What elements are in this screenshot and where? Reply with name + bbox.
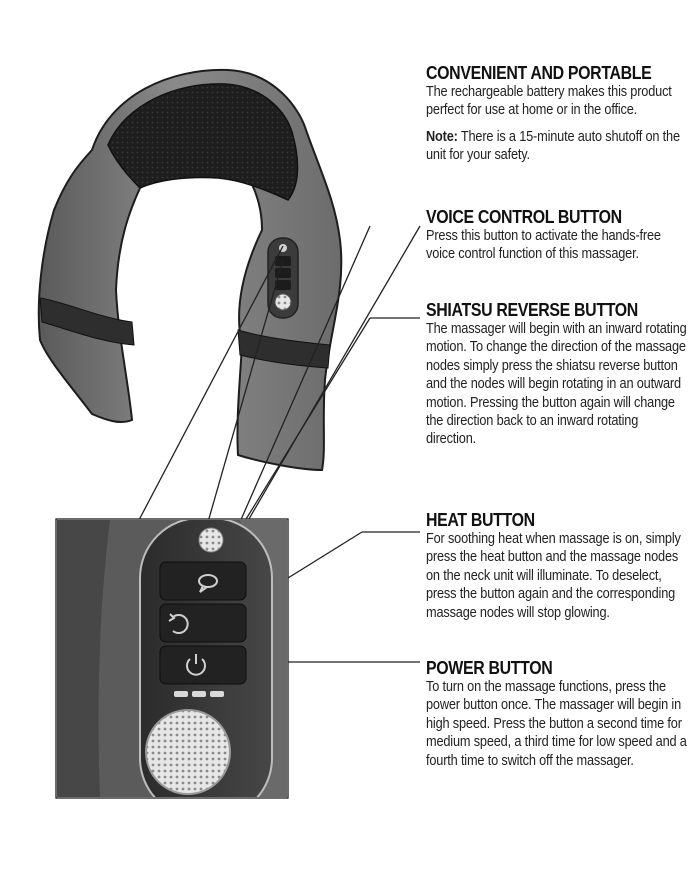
section-power [426, 657, 688, 770]
body-heat: For soothing heat when massage is on, simply press the heat button and the massage nodes on the neck unit will illuminate. To deselect, press the button again and the corresponding massage nodes will stop glowing. [426, 531, 681, 621]
heading-convenient-portable: CONVENIENT AND PORTABLE [426, 62, 652, 83]
section-voice-control [426, 206, 688, 264]
heading-power: POWER BUTTON [426, 657, 553, 678]
section-heat [426, 509, 688, 622]
body-shiatsu-reverse: The massager will begin with an inward rotating motion. To change the direction of the massage nodes simply press the shiatsu reverse button and the nodes will begin rotating in an outward motion. Pressing the button again will change the direction back to an inward rotating direction. [426, 321, 687, 448]
note-text: There is a 15-minute auto shutoff on the unit for your safety. [426, 128, 680, 164]
body-convenient-portable: The rechargeable battery makes this product perfect for use at home or in the office. [426, 84, 672, 119]
heading-heat: HEAT BUTTON [426, 509, 535, 530]
section-shiatsu-reverse [426, 299, 688, 449]
microphone-icon [199, 528, 223, 552]
speaker-grille-icon [146, 710, 230, 794]
body-power: To turn on the massage functions, press the power button once. The massager will begin in high speed. Press the button a second time for medium speed, a third time for low speed and a fourth time to switch off the massager. [426, 679, 687, 769]
massager-product [39, 70, 342, 470]
note-label: Note: [426, 128, 458, 145]
heading-shiatsu-reverse: SHIATSU REVERSE BUTTON [426, 299, 638, 320]
closeup-panel [56, 518, 288, 818]
safety-note [426, 128, 688, 165]
section-convenient-portable [426, 62, 688, 165]
body-voice-control: Press this button to activate the hands-free voice control function of this massager. [426, 228, 661, 263]
heading-voice-control: VOICE CONTROL BUTTON [426, 206, 622, 227]
